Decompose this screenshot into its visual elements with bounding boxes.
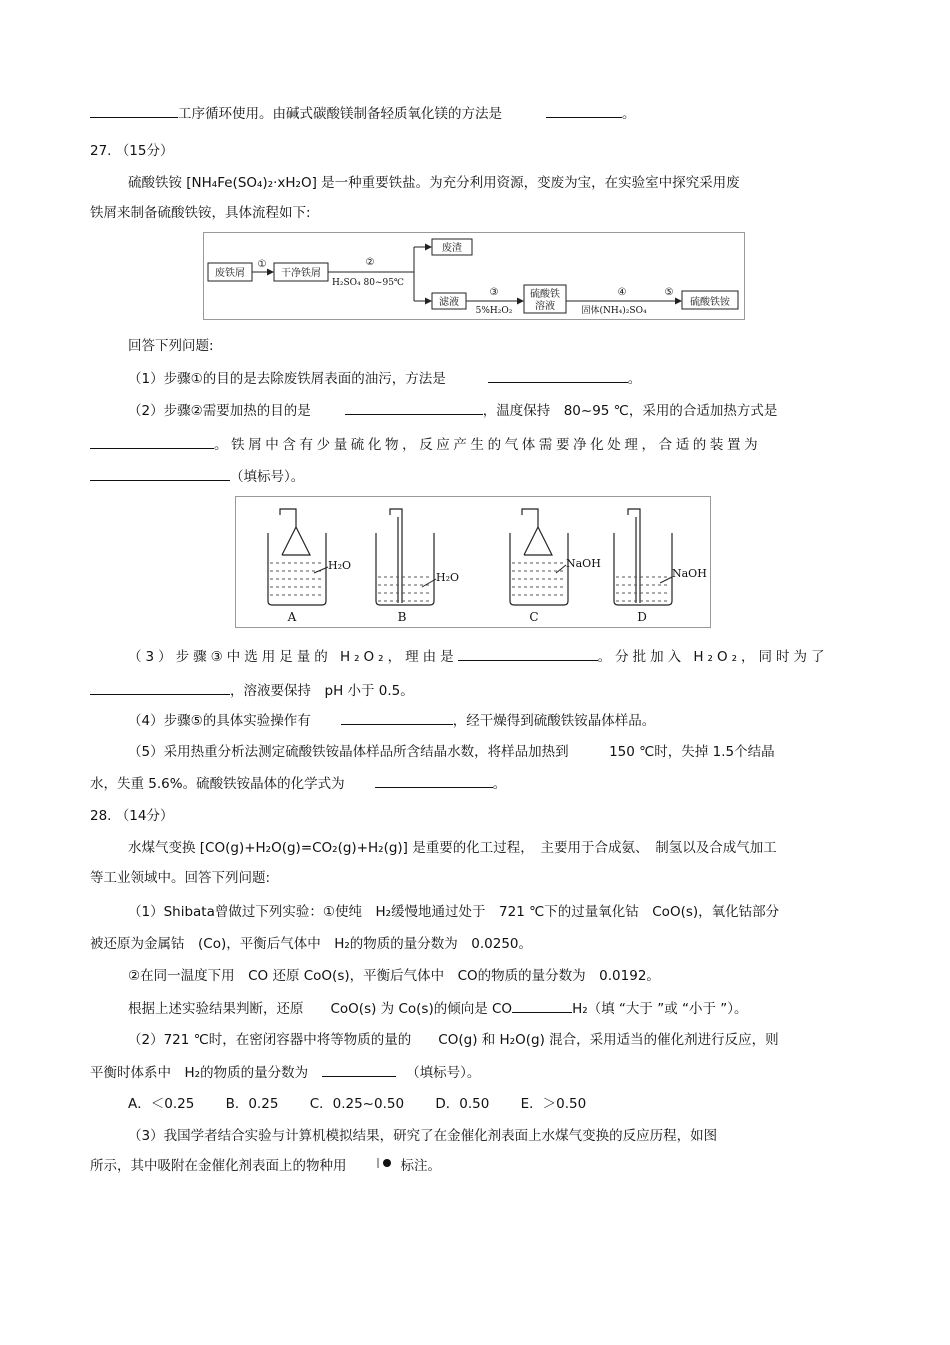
question-27-part-3 xyxy=(90,680,414,701)
question-27-part-5: （5）采用热重分析法测定硫酸铁铵晶体样品所含结晶水数，将样品加热到 150 ℃时，失掉 1.5个结晶 xyxy=(128,744,775,760)
question-28-part-3: （3）我国学者结合实验与计算机模拟结果，研究了在金催化剂表面上水煤气变换的反应历程，如图 xyxy=(128,1128,718,1144)
question-28-heading: 28. （14分） xyxy=(90,808,174,824)
adsorbed-species-marker-icon xyxy=(375,1156,401,1176)
question-27-part-1 xyxy=(128,368,641,389)
flow-node-label: 硫酸铁铵 xyxy=(690,297,730,308)
question-28-intro: 水煤气变换 [CO(g)+H₂O(g)=CO₂(g)+H₂(g)] 是重要的化工过程， 主要用于合成氨、 制氢以及合成气加工 xyxy=(128,840,777,856)
step-number: ③ xyxy=(489,287,499,298)
flow-node-label: 硫酸铁 xyxy=(530,289,560,300)
apparatus-svg xyxy=(236,497,710,627)
question-28-part-1: （1）Shibata曾做过下列实验：①使纯 H₂缓慢地通过处于 721 ℃下的过量氧化钴 CoO(s)，氧化钴部分 xyxy=(128,904,780,920)
process-flowchart xyxy=(203,232,745,320)
question-27-intro: 铁屑来制备硫酸铁铵，具体流程如下: xyxy=(90,205,311,221)
reagent-label: NaOH xyxy=(566,557,601,570)
text: 。分批加入 H₂O₂，同时为了 xyxy=(597,649,829,665)
gas-purification-apparatus xyxy=(235,496,711,628)
text: H₂（填 “大于 ”或 “小于 ”）。 xyxy=(572,1001,748,1017)
question-28-part-2: （2）721 ℃时，在密闭容器中将等物质的量的 CO(g) 和 H₂O(g) 混合，采用适当的催化剂进行反应，则 xyxy=(128,1032,779,1048)
answer-blank[interactable] xyxy=(488,368,628,383)
question-28-part-1: 被还原为金属钴 (Co)，平衡后气体中 H₂的物质的量分数为 0.0250。 xyxy=(90,936,533,952)
question-28-part-1 xyxy=(128,998,748,1019)
answer-prompt: 回答下列问题: xyxy=(128,338,214,354)
answer-blank[interactable] xyxy=(322,1062,396,1077)
question-27-heading: 27. （15分） xyxy=(90,143,174,159)
flow-node-label: 溶液 xyxy=(535,301,555,312)
step-number: ⑤ xyxy=(664,287,674,298)
step-number: ④ xyxy=(617,287,627,298)
answer-blank[interactable] xyxy=(345,400,483,415)
reagent-label: H₂O xyxy=(436,571,460,584)
question-27-part-5 xyxy=(90,773,506,794)
question-28-part-2 xyxy=(90,1062,480,1083)
text: 标注。 xyxy=(400,1158,441,1174)
text: （1）步骤①的目的是去除废铁屑表面的油污，方法是 xyxy=(128,371,446,387)
answer-blank[interactable] xyxy=(512,998,572,1013)
text: 。 xyxy=(492,776,507,792)
flowchart-svg xyxy=(204,233,744,319)
question-27-intro: 硫酸铁铵 [NH₄Fe(SO₄)₂·xH₂O] 是一种重要铁盐。为充分利用资源，变废为宝，在实验室中探究采用废 xyxy=(128,175,740,191)
text: 平衡时体系中 H₂的物质的量分数为 xyxy=(90,1065,309,1081)
option-label: B xyxy=(397,610,407,624)
answer-options: A．＜0.25 B．0.25 C．0.25~0.50 D．0.50 E．＞0.50 xyxy=(128,1096,587,1112)
reagent-label: NaOH xyxy=(672,567,707,580)
text: 所示，其中吸附在金催化剂表面上的物种用 xyxy=(90,1158,347,1174)
step-number: ① xyxy=(257,259,267,270)
option-label: D xyxy=(637,610,647,624)
answer-blank[interactable] xyxy=(341,710,453,725)
answer-blank[interactable] xyxy=(90,466,230,481)
text: 。 xyxy=(627,371,642,387)
text: （4）步骤⑤的具体实验操作有 xyxy=(128,713,311,729)
text: 。 xyxy=(622,106,636,122)
answer-blank[interactable] xyxy=(90,434,214,449)
text: （填标号）。 xyxy=(406,1065,481,1081)
flow-node-label: 滤液 xyxy=(439,297,459,308)
text: ，溶液要保持 pH 小于 0.5。 xyxy=(230,683,414,699)
text: ，经干燥得到硫酸铁铵晶体样品。 xyxy=(452,713,656,729)
reagent-label: H₂O xyxy=(328,559,352,572)
option-label: C xyxy=(529,610,539,624)
text: （3）步骤③中选用足量的 H₂O₂，理由是 xyxy=(128,649,458,665)
question-27-part-2 xyxy=(90,466,304,487)
text: 。铁屑中含有少量硫化物，反应产生的气体需要净化处理，合适的装置为 xyxy=(214,437,762,453)
option-label: A xyxy=(287,610,297,624)
question-28-part-3 xyxy=(90,1156,441,1176)
answer-blank[interactable] xyxy=(546,103,622,118)
question-27-part-2 xyxy=(128,400,777,421)
question-27-part-3 xyxy=(128,646,829,667)
step-number: ② xyxy=(365,257,375,268)
question-28-part-1: ②在同一温度下用 CO 还原 CoO(s)，平衡后气体中 CO的物质的量分数为 0.0192。 xyxy=(128,968,660,984)
answer-blank[interactable] xyxy=(90,103,178,118)
flow-node-label: 废铁屑 xyxy=(215,268,245,279)
flow-node-label: 干净铁屑 xyxy=(281,268,321,279)
flow-node-label: 废渣 xyxy=(442,243,462,254)
text: 工序循环使用。由碱式碳酸镁制备轻质氧化镁的方法是 xyxy=(178,106,502,122)
text: （2）步骤②需要加热的目的是 xyxy=(128,403,311,419)
question-28-intro: 等工业领域中。回答下列问题: xyxy=(90,870,271,886)
answer-blank[interactable] xyxy=(375,773,493,788)
text: 水，失重 5.6%。硫酸铁铵晶体的化学式为 xyxy=(90,776,345,792)
question-27-part-4 xyxy=(128,710,655,731)
step-condition: 5%H₂O₂ xyxy=(475,306,513,316)
text-line xyxy=(90,103,636,124)
step-condition: 固体(NH₄)₂SO₄ xyxy=(581,306,647,316)
question-27-part-2 xyxy=(90,434,761,455)
text: ，温度保持 80~95 ℃，采用的合适加热方式是 xyxy=(482,403,778,419)
step-condition: H₂SO₄ 80~95℃ xyxy=(332,278,404,288)
answer-blank[interactable] xyxy=(90,680,230,695)
text: （填标号）。 xyxy=(230,469,305,485)
text: 根据上述实验结果判断，还原 CoO(s) 为 Co(s)的倾向是 CO xyxy=(128,1001,513,1017)
answer-blank[interactable] xyxy=(458,646,598,661)
